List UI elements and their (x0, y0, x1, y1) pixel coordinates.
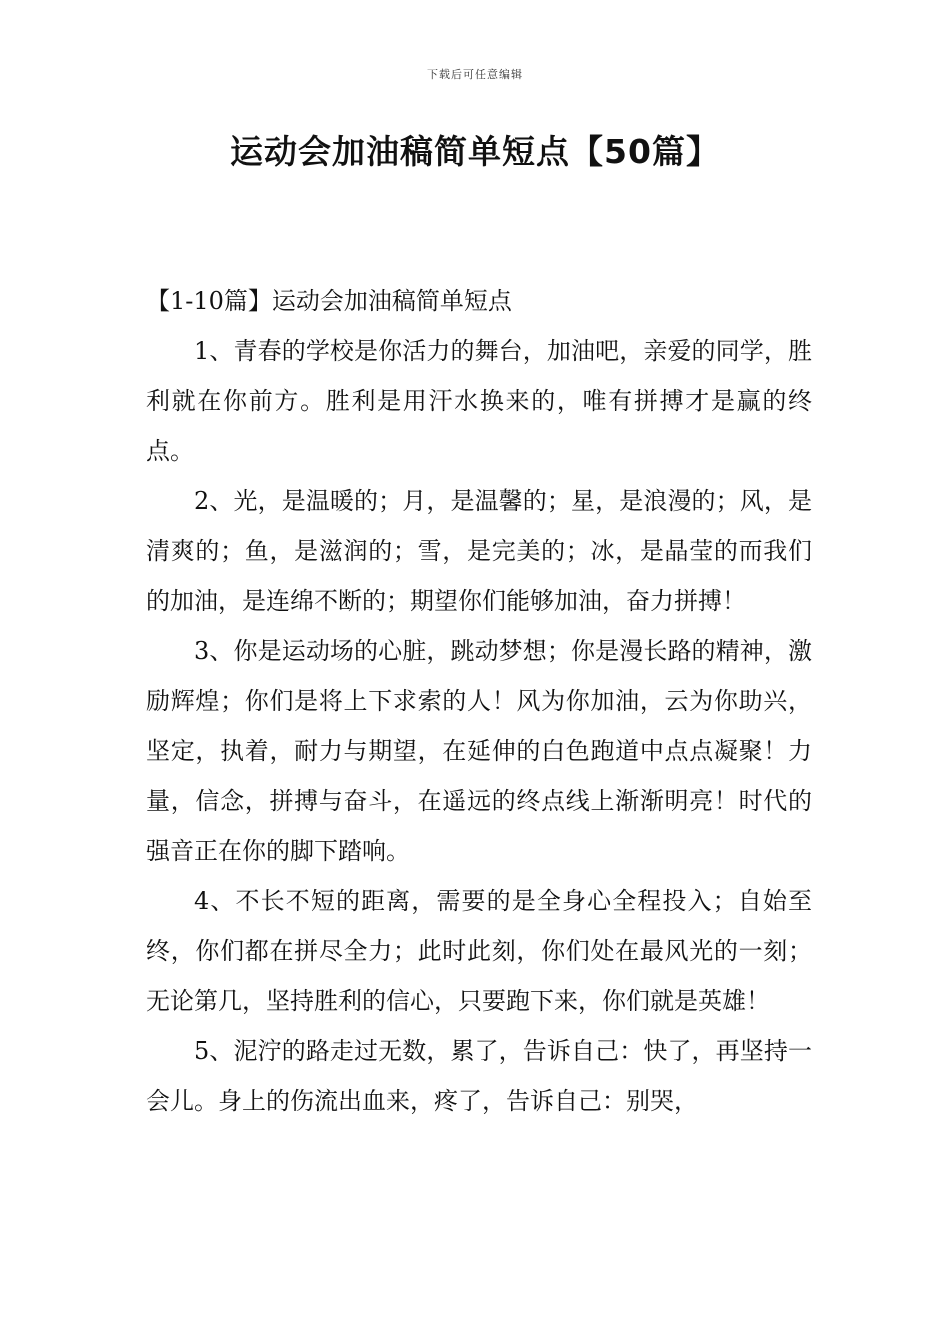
paragraph-2: 2、光，是温暖的；月，是温馨的；星，是浪漫的；风，是清爽的；鱼，是滋润的；雪，是完美的；冰，是晶莹的而我们的加油，是连绵不断的；期望你们能够加油，奋力拼搏！ (146, 487, 812, 615)
document-title: 运动会加油稿简单短点【50篇】 (230, 132, 720, 171)
header-note: 下载后可任意编辑 (427, 68, 523, 81)
section-heading: 【1-10篇】运动会加油稿简单短点 (146, 287, 512, 315)
paragraph-4: 4、不长不短的距离，需要的是全身心全程投入；自始至终，你们都在拼尽全力；此时此刻，你们处在最风光的一刻；无论第几，坚持胜利的信心，只要跑下来，你们就是英雄！ (146, 887, 812, 1015)
paragraph-1: 1、青春的学校是你活力的舞台，加油吧，亲爱的同学，胜利就在你前方。胜利是用汗水换来的，唯有拼搏才是赢的终点。 (146, 337, 812, 465)
paragraph-5: 5、泥泞的路走过无数，累了，告诉自己：快了，再坚持一会儿。身上的伤流出血来，疼了，告诉自己：别哭， (146, 1037, 812, 1115)
paragraph-3: 3、你是运动场的心脏，跳动梦想；你是漫长路的精神，激励辉煌；你们是将上下求索的人！风为你加油，云为你助兴，坚定，执着，耐力与期望，在延伸的白色跑道中点点凝聚！力量，信念，拼搏与奋斗，在遥远的终点线上渐渐明亮！时代的强音正在你的脚下踏响。 (146, 637, 812, 865)
document-body (146, 276, 812, 1126)
